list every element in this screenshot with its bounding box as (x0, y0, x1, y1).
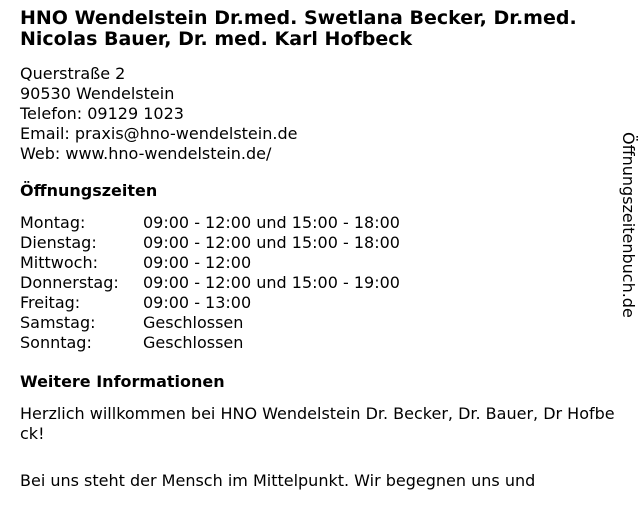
hours-time: 09:00 - 12:00 und 15:00 - 18:00 (143, 213, 400, 232)
hours-row-wednesday (20, 253, 610, 273)
street: Querstraße 2 (20, 64, 126, 83)
practice-card (20, 7, 615, 518)
hours-time: 09:00 - 12:00 und 15:00 - 18:00 (143, 233, 400, 252)
opening-hours-heading: Öffnungszeiten (20, 181, 158, 200)
hours-row-monday (20, 213, 610, 233)
info-paragraph: Herzlich willkommen bei HNO Wendelstein Dr. Becker, Dr. Bauer, Dr Hofbeck! (20, 404, 615, 443)
hours-time: Geschlossen (143, 313, 244, 332)
hours-time: Geschlossen (143, 333, 244, 352)
hours-row-sunday (20, 333, 610, 353)
website: Web: www.hno-wendelstein.de/ (20, 144, 272, 163)
phone: Telefon: 09129 1023 (20, 104, 184, 123)
city: 90530 Wendelstein (20, 84, 175, 103)
hours-time: 09:00 - 12:00 (143, 253, 252, 272)
info-paragraph: Bei uns steht der Mensch im Mittelpunkt. Wir begegnen uns und (20, 471, 536, 490)
side-brand-label: Öffnungszeitenbuch.de (619, 132, 638, 318)
email: Email: praxis@hno-wendelstein.de (20, 124, 298, 143)
hours-day: Mittwoch: (20, 253, 98, 272)
hours-row-thursday (20, 273, 610, 293)
hours-day: Freitag: (20, 293, 81, 312)
hours-day: Donnerstag: (20, 273, 119, 292)
hours-day: Samstag: (20, 313, 96, 332)
more-info-text (20, 404, 620, 491)
page-title: HNO Wendelstein Dr.med. Swetlana Becker, Dr.med. Nicolas Bauer, Dr. med. Karl Hofbeck (20, 7, 577, 50)
hours-row-friday (20, 293, 610, 313)
opening-hours-table (20, 213, 610, 353)
hours-day: Dienstag: (20, 233, 97, 252)
hours-row-tuesday (20, 233, 610, 253)
hours-day: Sonntag: (20, 333, 92, 352)
hours-time: 09:00 - 13:00 (143, 293, 252, 312)
more-info-heading: Weitere Informationen (20, 372, 225, 391)
hours-day: Montag: (20, 213, 86, 232)
address-block (20, 64, 610, 164)
hours-time: 09:00 - 12:00 und 15:00 - 19:00 (143, 273, 400, 292)
hours-row-saturday (20, 313, 610, 333)
